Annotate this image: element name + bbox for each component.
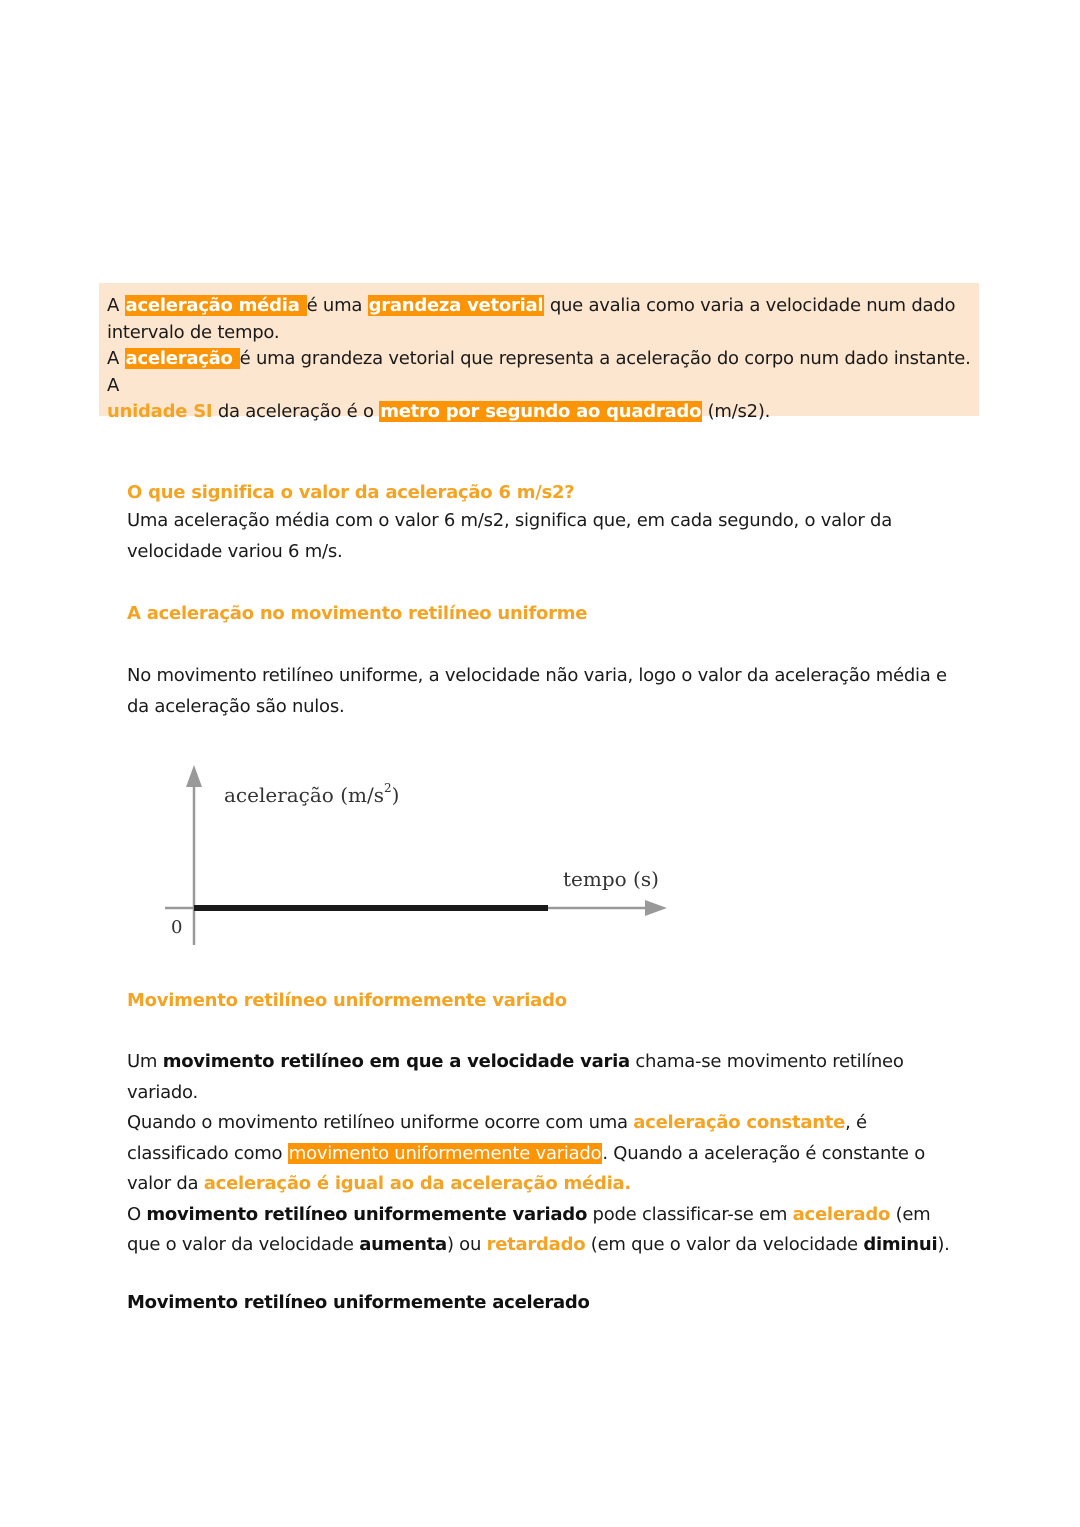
highlight-term: metro por segundo ao quadrado (380, 401, 702, 422)
section-heading: Movimento retilíneo uniformemente acelerado (127, 1292, 590, 1313)
section-body: Uma aceleração média com o valor 6 m/s2, significa que, em cada segundo, o valor da velocidade variou 6 m/s. (127, 510, 893, 562)
paragraph-1: Um movimento retilíneo em que a velocidade varia chama-se movimento retilíneo variado. (127, 1051, 904, 1103)
definition-line-1 (107, 293, 971, 320)
text: (m/s2). (702, 401, 771, 422)
section-uniform (127, 600, 967, 722)
orange-term: unidade SI (107, 401, 213, 422)
highlight-term: grandeza vetorial (368, 295, 544, 316)
origin-label: 0 (171, 917, 183, 938)
y-axis-label: aceleração $(m/s^2)$ (224, 781, 400, 807)
section-body: No movimento retilíneo uniforme, a velocidade não varia, logo o valor da aceleração média e da aceleração são nulos. (127, 665, 947, 717)
section-heading: O que significa o valor da aceleração 6 m/s2? (127, 482, 575, 503)
text: A (107, 348, 125, 369)
section-heading: A aceleração no movimento retilíneo uniforme (127, 603, 588, 624)
definition-box (99, 283, 979, 422)
x-axis-label: tempo (s) (563, 867, 659, 891)
paragraph-3: O movimento retilíneo uniformemente variado pode classificar-se em acelerado (em que o valor da velocidade aumenta) ou retardado (em que o valor da velocidade diminui). (127, 1203, 950, 1255)
text: que avalia como varia a velocidade num dado (544, 295, 956, 316)
text: da aceleração é o (212, 401, 380, 422)
definition-line-4 (107, 399, 971, 426)
definition-line-2: intervalo de tempo. (107, 321, 280, 343)
paragraph-2: Quando o movimento retilíneo uniforme ocorre com uma aceleração constante, é classificado como movimento uniformemente variado. Quando a aceleração é constante o valor da aceleração é igual ao da aceleração média. (127, 1112, 925, 1194)
acceleration-time-chart (155, 760, 675, 950)
highlight-term: aceleração (125, 348, 239, 369)
section-acelerado (127, 1292, 967, 1313)
section-meaning (127, 480, 967, 567)
text: é uma grandeza vetorial que representa a aceleração do corpo num dado instante. A (107, 348, 971, 396)
definition-line-3 (107, 346, 971, 399)
section-heading: Movimento retilíneo uniformemente variado (127, 990, 567, 1011)
highlight-term: aceleração média (125, 295, 306, 316)
text: é uma (306, 295, 368, 316)
highlight-term: movimento uniformemente variado (288, 1142, 602, 1164)
text: A (107, 295, 125, 316)
section-variado (127, 987, 967, 1261)
